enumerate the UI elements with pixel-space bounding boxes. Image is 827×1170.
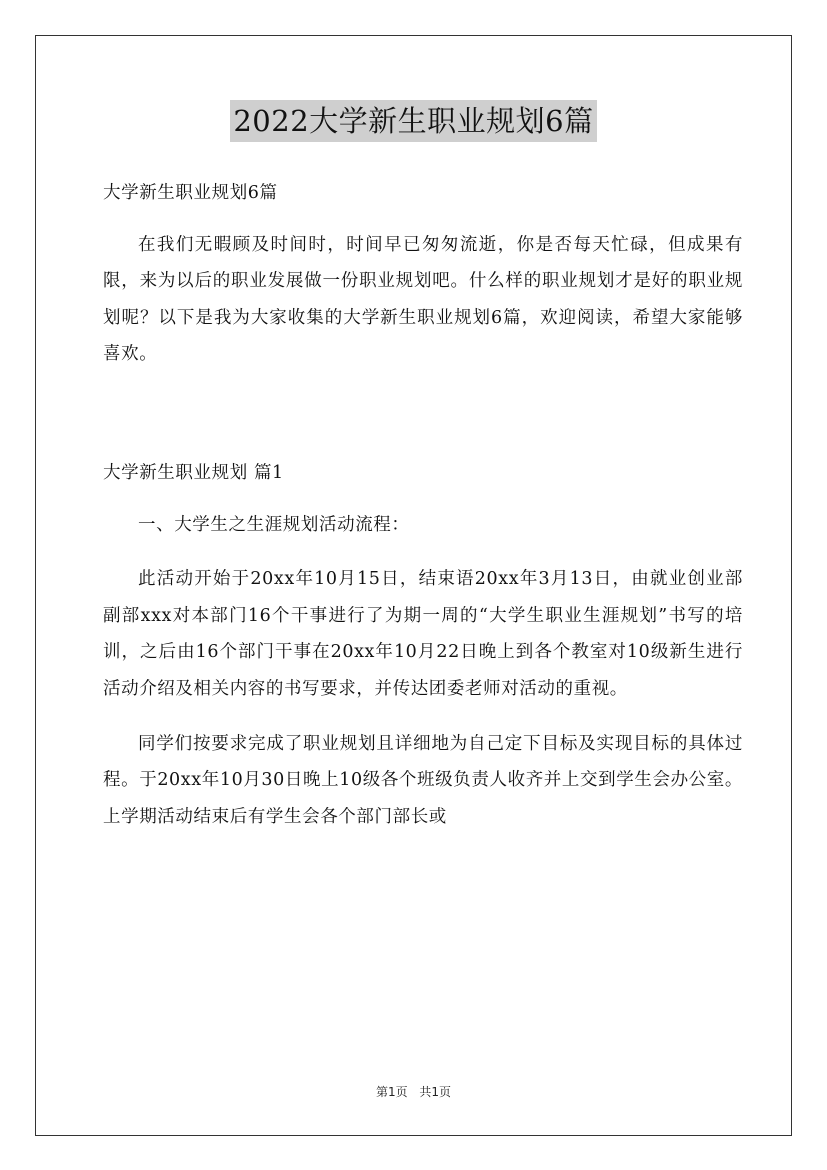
document-title <box>0 100 827 142</box>
document-title-text: 2022大学新生职业规划6篇 <box>230 100 596 142</box>
document-subtitle: 大学新生职业规划6篇 <box>103 183 278 203</box>
page-number: 第1页 <box>375 1085 408 1099</box>
page-footer <box>0 1083 827 1100</box>
section-paragraph: 同学们按要求完成了职业规划且详细地为自己定下目标及实现目标的具体过程。于20xx年10月30日晚上10级各个班级负责人收齐并上交到学生会办公室。上学期活动结束后有学生会各个部门部长或 <box>103 733 743 827</box>
section-paragraph: 此活动开始于20xx年10月15日，结束语20xx年3月13日，由就业创业部副部xxx对本部门16个干事进行了为期一周的“大学生职业生涯规划”书写的培训，之后由16个部门干事在20xx年10月22日晚上到各个教室对10级新生进行活动介绍及相关内容的书写要求，并传达团委老师对活动的重视。 <box>103 569 743 699</box>
section-heading: 大学新生职业规划 篇1 <box>103 462 284 483</box>
section-point: 一、大学生之生涯规划活动流程： <box>138 514 410 535</box>
page-total: 共1页 <box>419 1085 452 1099</box>
intro-paragraph: 在我们无暇顾及时间时，时间早已匆匆流逝，你是否每天忙碌，但成果有限，来为以后的职业发展做一份职业规划吧。什么样的职业规划才是好的职业规划呢？以下是我为大家收集的大学新生职业规划6篇，欢迎阅读，希望大家能够喜欢。 <box>103 234 743 365</box>
document-body <box>103 175 743 853</box>
